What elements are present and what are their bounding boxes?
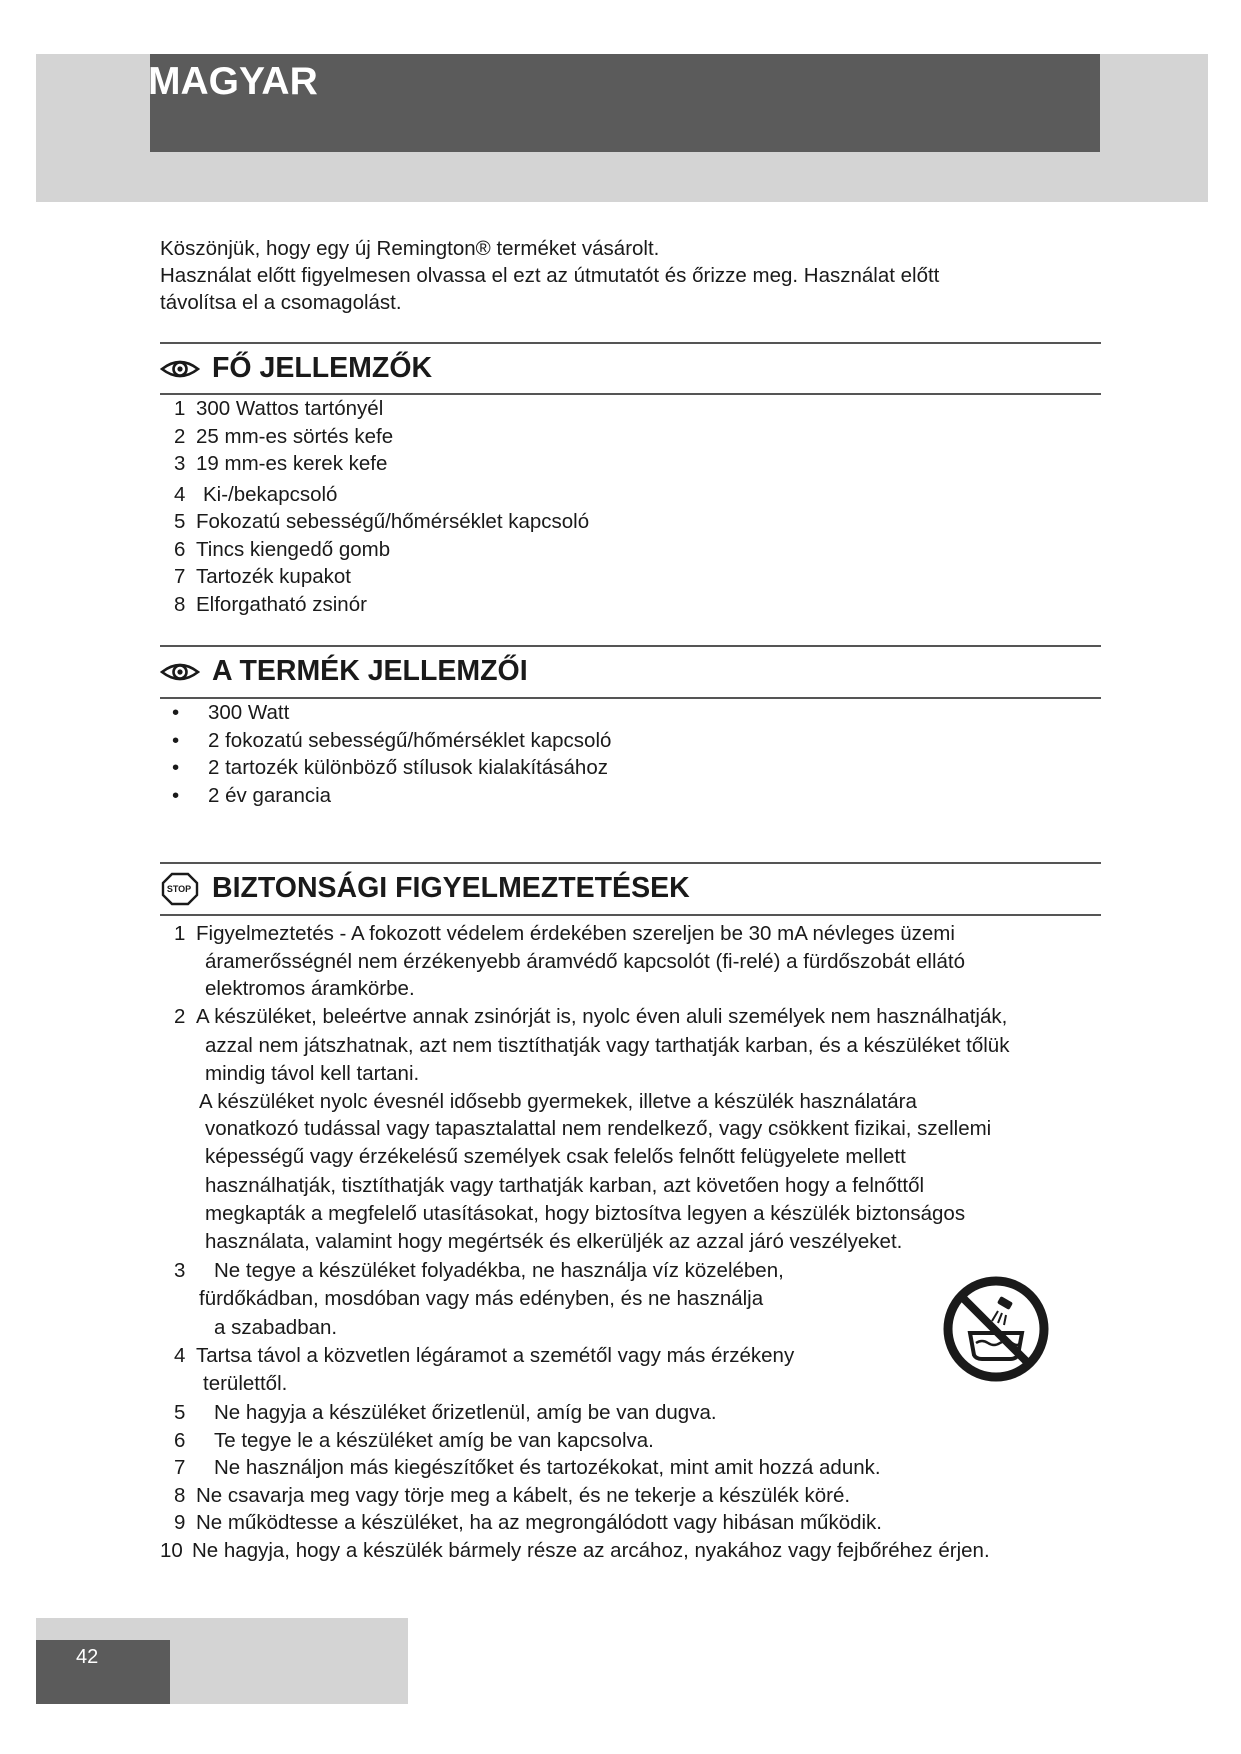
list-item: • 2 év garancia bbox=[172, 783, 332, 807]
section-title: A TERMÉK JELLEMZŐI bbox=[212, 655, 528, 687]
warning-item: 9 Ne működtesse a készüléket, ha az megrongálódott vagy hibásan működik. bbox=[174, 1511, 882, 1535]
warning-item: 4 Tartsa távol a közvetlen légáramot a szemétől vagy más érzékeny területtől. bbox=[174, 1343, 795, 1395]
page-number: 42 bbox=[76, 1646, 99, 1668]
warning-item: 10 Ne hagyja, hogy a készülék bármely része az arcához, nyakához vagy fejbőréhez érjen. bbox=[160, 1539, 990, 1563]
page-title: MAGYAR bbox=[148, 60, 318, 103]
stop-icon bbox=[160, 876, 200, 902]
section-rule-top bbox=[160, 862, 1101, 864]
warning-item: 7 Ne használjon más kiegészítőket és tartozékokat, mint amit hozzá adunk. bbox=[174, 1456, 881, 1480]
footer-page-box bbox=[36, 1640, 170, 1704]
intro-line: távolítsa el a csomagolást. bbox=[160, 291, 402, 314]
product-features-list bbox=[172, 699, 611, 809]
stop-icon-label: STOP bbox=[166, 883, 192, 894]
list-item: • 2 fokozatú sebességű/hőmérséklet kapcsoló bbox=[172, 728, 612, 752]
list-item: 3 19 mm-es kerek kefe bbox=[174, 452, 388, 475]
warning-item: 5 Ne hagyja a készüléket őrizetlenül, amíg be van dugva. bbox=[174, 1401, 717, 1425]
warning-item: 2 A készüléket, beleértve annak zsinórját is, nyolc éven aluli személyek nem használhatják, azzal nem játszhatnak, azt nem tisztíthatják vagy tarthatják karban, és a készüléket tőlük mindig távol kell tartani. A készüléket nyolc évesnél idősebb gyermekek, illetve a készülék használatára vonatkozó tudással vagy tapasztalattal nem rendelkező, vagy csökkent fizikai, szellemi képességű vagy érzékelésű személyek csak felelős felnőtt felügyelete mellett használhatják, tisztíthatják vagy tarthatják karban, azt követően hogy a felnőttől megkapták a megfelelő utasításokat, hogy biztosítva legyen a készülék biztonságos használata, valamint hogy megértsék és elkerüljék az azzal járó veszélyeket. bbox=[174, 1004, 1010, 1253]
section-rule-top bbox=[160, 342, 1101, 344]
no-water-bath-icon bbox=[942, 1275, 1050, 1383]
section-product-features-heading bbox=[160, 655, 528, 688]
section-main-features-heading bbox=[160, 352, 432, 385]
intro-line: Köszönjük, hogy egy új Remington® terméket vásárolt. bbox=[160, 237, 660, 260]
list-item: 5 Fokozatú sebességű/hőmérséklet kapcsoló bbox=[174, 510, 590, 533]
intro-text bbox=[160, 235, 1060, 316]
main-features-list bbox=[174, 395, 589, 618]
list-item: • 300 Watt bbox=[172, 701, 290, 724]
list-item: 8 Elforgatható zsinór bbox=[174, 592, 367, 616]
warning-item: 1 Figyelmeztetés - A fokozott védelem érdekében szereljen be 30 mA névleges üzemi áramerősségnél nem érzékenyebb áramvédő kapcsolót (fi-relé) a fürdőszobát ellátó elektromos áramkörbe. bbox=[174, 922, 966, 1001]
section-safety-heading bbox=[160, 872, 690, 905]
section-rule-top bbox=[160, 645, 1101, 647]
warning-item: 8 Ne csavarja meg vagy törje meg a kábelt, és ne tekerje a készülék köré. bbox=[174, 1483, 851, 1507]
warning-item: 3 Ne tegye a készüléket folyadékba, ne használja víz közelében, fürdőkádban, mosdóban vagy más edényben, és ne használja a szabadban. bbox=[174, 1259, 784, 1340]
warning-item: 6 Te tegye le a készüléket amíg be van kapcsolva. bbox=[174, 1428, 654, 1452]
intro-line: Használat előtt figyelmesen olvassa el ezt az útmutatót és őrizze meg. Használat előtt bbox=[160, 264, 940, 287]
list-item: 6 Tincs kiengedő gomb bbox=[174, 537, 391, 561]
list-item: 2 25 mm-es sörtés kefe bbox=[174, 424, 394, 448]
list-item: 7 Tartozék kupakot bbox=[174, 565, 351, 588]
section-rule-bottom bbox=[160, 914, 1101, 916]
eye-icon bbox=[160, 356, 200, 382]
list-item: 4 Ki-/bekapcsoló bbox=[174, 482, 338, 506]
list-item: • 2 tartozék különböző stílusok kialakításához bbox=[172, 756, 608, 779]
section-title: FŐ JELLEMZŐK bbox=[212, 352, 433, 384]
eye-icon bbox=[160, 659, 200, 685]
list-item: 1 300 Wattos tartónyél bbox=[174, 397, 384, 420]
safety-warnings bbox=[160, 920, 1120, 1565]
section-title: BIZTONSÁGI FIGYELMEZTETÉSEK bbox=[212, 872, 690, 904]
